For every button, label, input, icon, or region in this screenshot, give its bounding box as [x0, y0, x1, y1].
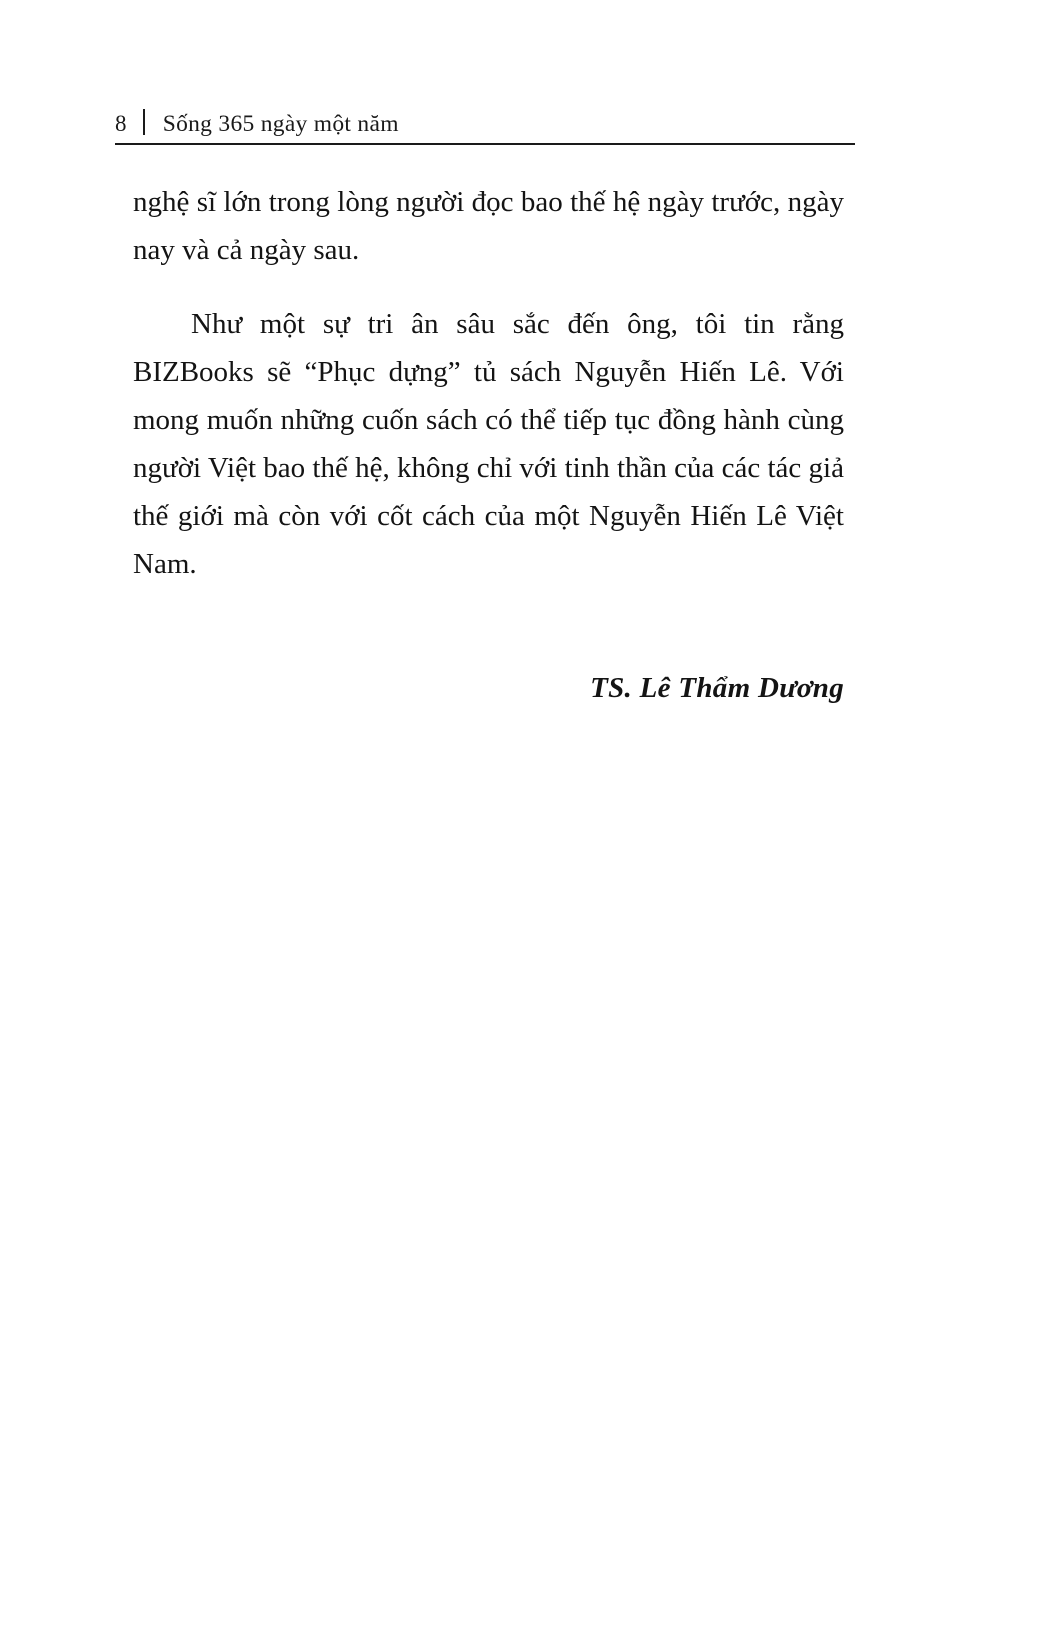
paragraph: Như một sự tri ân sâu sắc đến ông, tôi tin rằng BIZBooks sẽ “Phục dựng” tủ sách Nguyễn Hiến Lê. Với mong muốn những cuốn sách có thể tiếp tục đồng hành cùng người Việt bao thế hệ, không chỉ với tinh thần của các tác giả thế giới mà còn với cốt cách của một Nguyễn Hiến Lê Việt Nam.: [133, 308, 844, 580]
body-text: [133, 178, 844, 588]
header-rule: [115, 143, 855, 145]
signature-author: TS. Lê Thẩm Dương: [590, 672, 844, 704]
running-header: [115, 105, 855, 137]
header-divider: [143, 109, 145, 135]
page-number: 8: [115, 111, 127, 136]
book-title: Sống 365 ngày một năm: [162, 111, 399, 137]
paragraph: nghệ sĩ lớn trong lòng người đọc bao thế hệ ngày trước, ngày nay và cả ngày sau.: [133, 186, 844, 266]
